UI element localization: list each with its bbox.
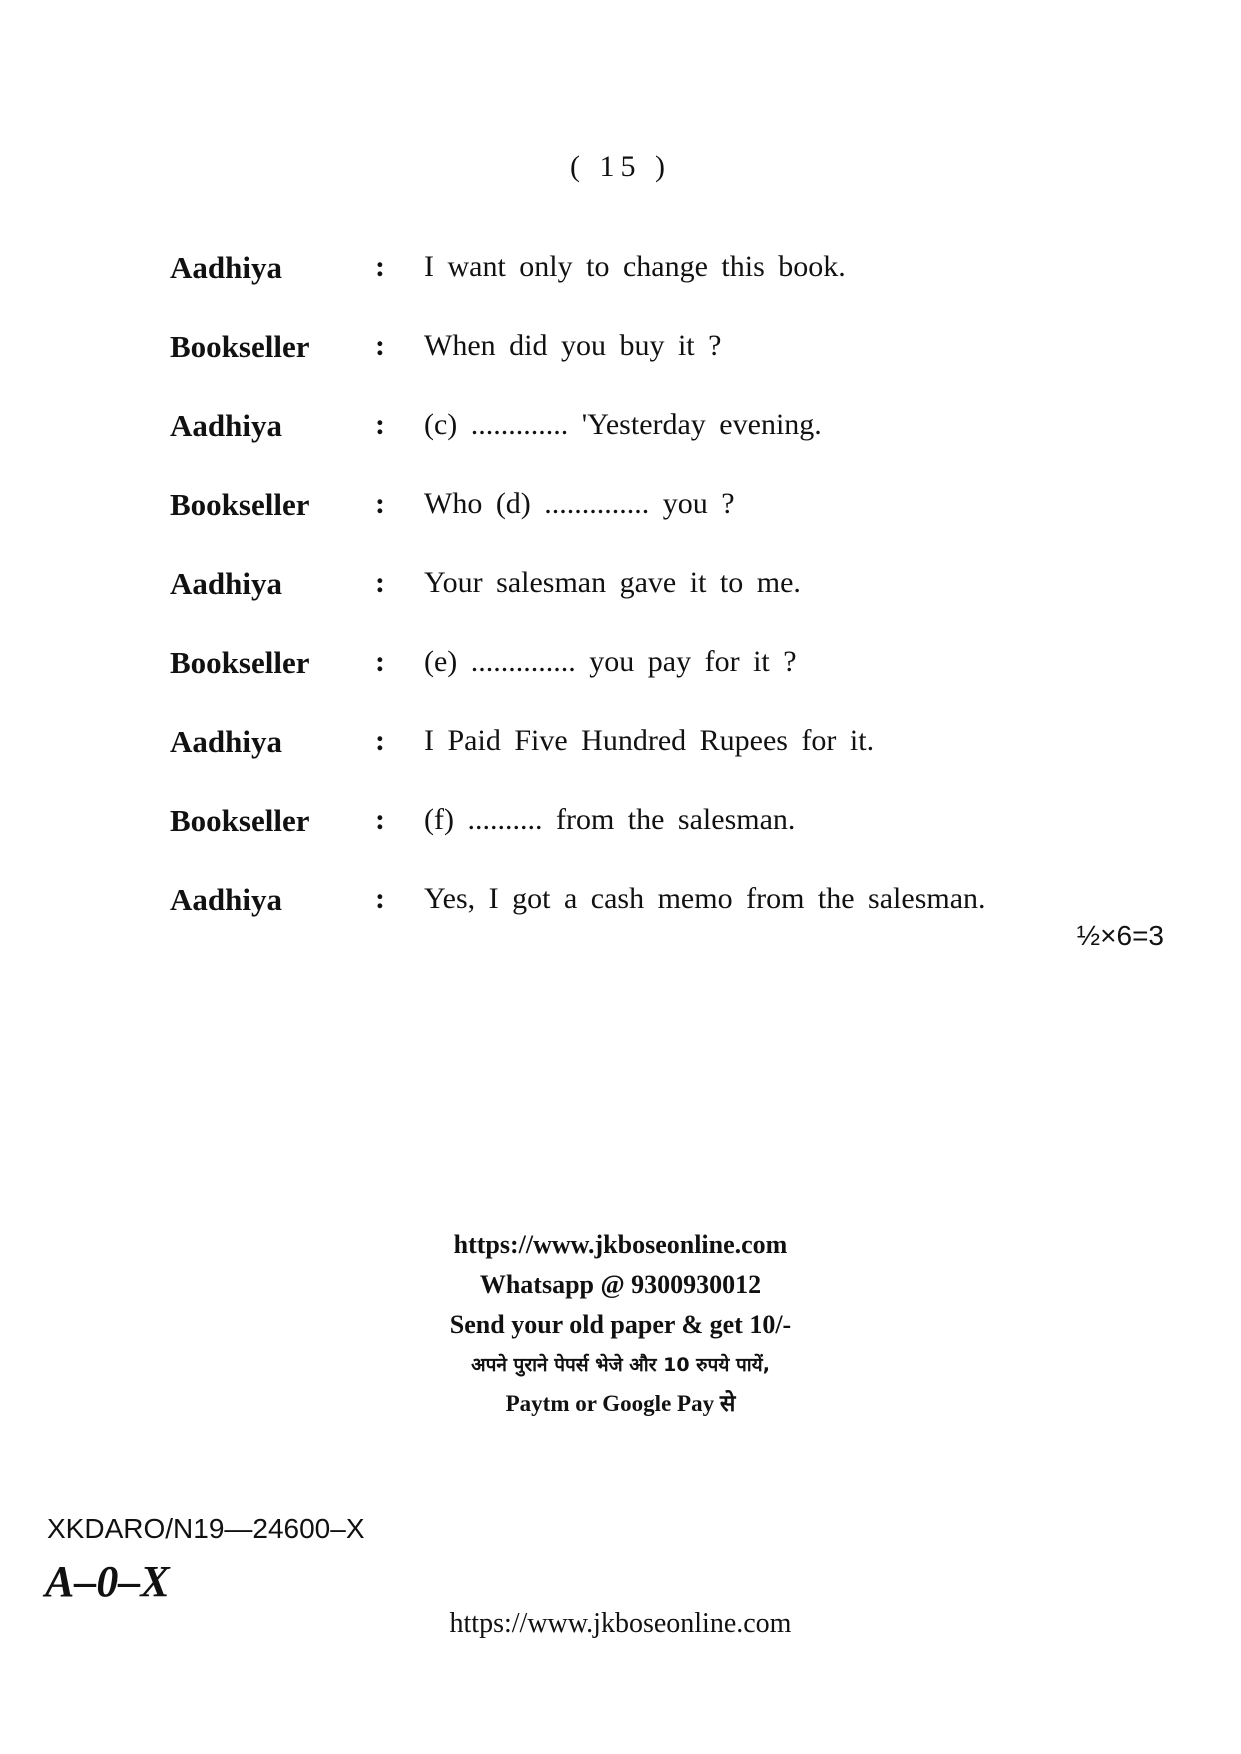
speaker-colon: : xyxy=(375,645,385,678)
dialogue-line xyxy=(170,250,1120,329)
promo-offer: Send your old paper & get 10/- xyxy=(449,1310,792,1339)
speaker-label: Bookseller xyxy=(170,803,310,838)
dialogue-line xyxy=(170,329,1120,408)
speaker-label: Aadhiya xyxy=(170,408,282,443)
marks-allocation: ½×6=3 xyxy=(1076,920,1164,951)
dialogue-line xyxy=(170,645,1120,724)
dialogue-text: Your salesman gave it to me. xyxy=(424,566,801,599)
footer-url[interactable]: https://www.jkboseonline.com xyxy=(449,1608,792,1639)
speaker-label: Bookseller xyxy=(170,329,310,364)
speaker-colon: : xyxy=(375,250,385,283)
speaker-colon: : xyxy=(375,882,385,915)
dialogue-line xyxy=(170,724,1120,803)
speaker-label: Aadhiya xyxy=(170,250,282,285)
speaker-label: Aadhiya xyxy=(170,724,282,759)
speaker-colon: : xyxy=(375,329,385,362)
speaker-label: Aadhiya xyxy=(170,882,282,917)
dialogue-text: I Paid Five Hundred Rupees for it. xyxy=(424,724,875,757)
dialogue-text: When did you buy it ? xyxy=(424,329,722,362)
speaker-label: Bookseller xyxy=(170,487,310,522)
speaker-label: Aadhiya xyxy=(170,566,282,601)
speaker-colon: : xyxy=(375,487,385,520)
speaker-label: Bookseller xyxy=(170,645,310,680)
page-number: ( 15 ) xyxy=(570,150,671,183)
promo-payment: Paytm or Google Pay से xyxy=(505,1391,736,1416)
promo-url[interactable]: https://www.jkboseonline.com xyxy=(453,1230,788,1259)
speaker-colon: : xyxy=(375,803,385,836)
dialogue-line xyxy=(170,566,1120,645)
dialogue-text: (f) .......... from the salesman. xyxy=(424,803,796,836)
promo-hindi-text: अपने पुराने पेपर्स भेजे और 10 रुपये पायें, xyxy=(471,1354,770,1376)
series-code: A–0–X xyxy=(45,1557,170,1606)
promo-block xyxy=(0,1225,1241,1423)
dialogue-line xyxy=(170,408,1120,487)
dialogue-text: (c) ............. 'Yesterday evening. xyxy=(424,408,822,441)
paper-code: XKDARO/N19—24600–X xyxy=(47,1513,365,1544)
dialogue-text: Who (d) .............. you ? xyxy=(424,487,735,520)
promo-whatsapp: Whatsapp @ 9300930012 xyxy=(479,1270,762,1299)
dialogue-section xyxy=(170,250,1120,961)
speaker-colon: : xyxy=(375,408,385,441)
dialogue-line xyxy=(170,487,1120,566)
dialogue-line xyxy=(170,882,1120,961)
speaker-colon: : xyxy=(375,724,385,757)
speaker-colon: : xyxy=(375,566,385,599)
dialogue-text: Yes, I got a cash memo from the salesman. xyxy=(424,882,986,915)
dialogue-text: I want only to change this book. xyxy=(424,250,846,283)
dialogue-text: (e) .............. you pay for it ? xyxy=(424,645,797,678)
dialogue-line xyxy=(170,803,1120,882)
